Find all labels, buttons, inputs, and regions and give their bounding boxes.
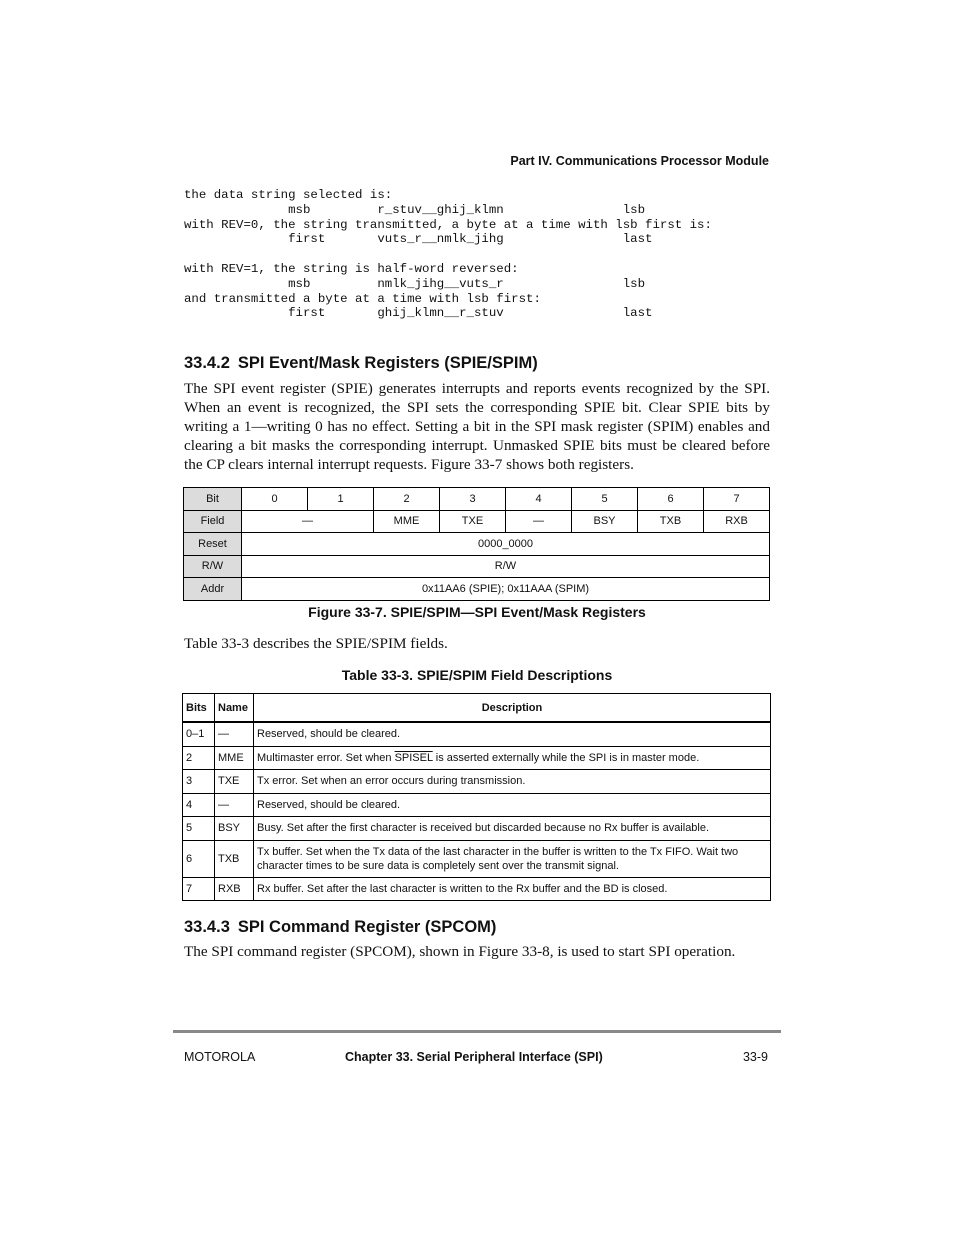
cell-name: TXB <box>215 840 254 877</box>
running-header: Part IV. Communications Processor Module <box>510 154 769 168</box>
bit-number: 2 <box>374 488 440 511</box>
table-intro: Table 33-3 describes the SPIE/SPIM fields. <box>184 635 448 652</box>
register-addr-row <box>184 578 770 601</box>
addr-value: 0x11AA6 (SPIE); 0x11AAA (SPIM) <box>242 578 770 601</box>
footer-divider <box>173 1030 781 1033</box>
section-title: SPI Event/Mask Registers (SPIE/SPIM) <box>237 354 538 372</box>
row-label-bit: Bit <box>184 488 242 511</box>
cell-name: — <box>215 793 254 817</box>
bit-number: 5 <box>572 488 638 511</box>
register-field-row <box>184 510 770 533</box>
cell-name: TXE <box>215 770 254 794</box>
row-label-addr: Addr <box>184 578 242 601</box>
section-title: SPI Command Register (SPCOM) <box>237 918 497 936</box>
footer-publisher: MOTOROLA <box>184 1050 256 1064</box>
cell-name: RXB <box>215 877 254 901</box>
section-heading-33-4-2 <box>184 354 538 373</box>
header-description: Description <box>254 694 771 723</box>
register-rw-row <box>184 555 770 578</box>
field-reserved: — <box>242 510 374 533</box>
cell-bits: 0–1 <box>183 722 215 746</box>
cell-description: Rx buffer. Set after the last character is written to the Rx buffer and the BD is closed. <box>254 877 771 901</box>
section-number: 33.4.2 <box>184 354 230 372</box>
desc-text: Multimaster error. Set when <box>257 751 395 764</box>
bit-number: 0 <box>242 488 308 511</box>
field-bsy: BSY <box>572 510 638 533</box>
cell-name: BSY <box>215 817 254 841</box>
table-row <box>183 770 771 794</box>
cell-bits: 4 <box>183 793 215 817</box>
register-diagram <box>183 487 770 601</box>
cell-description: Tx buffer. Set when the Tx data of the last character in the buffer is written to the Tx FIFO. Wait two character times to be sure data is completely sent over the transmit signal. <box>254 840 771 877</box>
table-caption: Table 33-3. SPIE/SPIM Field Descriptions <box>341 667 613 683</box>
section-body-paragraph: The SPI event register (SPIE) generates interrupts and reports events recognized by the SPI. When an event is recognized, the SPI sets the corresponding SPIE bit. Clear SPIE bits by writing a 1—writing 0 has no effect. Setting a bit in the SPI mask register (SPIM) enables and clearing a bit masks the corresponding interrupt. Unmasked SPIE bits must be cleared before the CP clears internal interrupt requests. Figure 33-7 shows both registers. <box>184 380 770 473</box>
table-row <box>183 793 771 817</box>
field-reserved: — <box>506 510 572 533</box>
table-row <box>183 817 771 841</box>
bit-number: 1 <box>308 488 374 511</box>
cell-bits: 3 <box>183 770 215 794</box>
bit-number: 4 <box>506 488 572 511</box>
cell-description: Busy. Set after the first character is received but discarded because no Rx buffer is available. <box>254 817 771 841</box>
section-heading-33-4-3 <box>184 918 496 937</box>
row-label-field: Field <box>184 510 242 533</box>
field-mme: MME <box>374 510 440 533</box>
table-row <box>183 877 771 901</box>
cell-bits: 7 <box>183 877 215 901</box>
rw-value: R/W <box>242 555 770 578</box>
cell-name: MME <box>215 746 254 770</box>
field-rxb: RXB <box>704 510 770 533</box>
bit-number: 7 <box>704 488 770 511</box>
table-header-row <box>183 694 771 723</box>
bit-number: 3 <box>440 488 506 511</box>
field-txb: TXB <box>638 510 704 533</box>
cell-description: Reserved, should be cleared. <box>254 793 771 817</box>
cell-description: Reserved, should be cleared. <box>254 722 771 746</box>
footer-page-number: 33-9 <box>742 1050 768 1064</box>
row-label-rw: R/W <box>184 555 242 578</box>
section-body-paragraph: The SPI command register (SPCOM), shown in Figure 33-8, is used to start SPI operation. <box>184 943 736 960</box>
cell-bits: 5 <box>183 817 215 841</box>
table-row <box>183 722 771 746</box>
reset-value: 0000_0000 <box>242 533 770 556</box>
table-row <box>183 840 771 877</box>
field-description-table <box>182 693 771 901</box>
desc-text: is asserted externally while the SPI is in master mode. <box>432 751 700 764</box>
cell-bits: 6 <box>183 840 215 877</box>
footer-chapter-title: Chapter 33. Serial Peripheral Interface (SPI) <box>345 1050 603 1064</box>
section-number: 33.4.3 <box>184 918 230 936</box>
bit-number: 6 <box>638 488 704 511</box>
cell-description <box>254 746 771 770</box>
cell-bits: 2 <box>183 746 215 770</box>
register-bit-row <box>184 488 770 511</box>
register-reset-row <box>184 533 770 556</box>
figure-caption: Figure 33-7. SPIE/SPIM—SPI Event/Mask Registers <box>308 604 646 620</box>
table-row <box>183 746 771 770</box>
code-example: the data string selected is: msb r_stuv__ghij_klmn lsb with REV=0, the string transmitted, a byte at a time with lsb first is: first vuts_r__nmlk_jihg last with REV=1, the string is half-word reversed: msb nmlk_jihg__vuts_r lsb and transmitted a byte at a time with lsb first: first ghij_klmn__r_stuv last <box>184 188 712 321</box>
cell-name: — <box>215 722 254 746</box>
spisel-signal: SPISEL <box>394 751 433 764</box>
header-bits: Bits <box>183 694 215 723</box>
header-name: Name <box>215 694 254 723</box>
row-label-reset: Reset <box>184 533 242 556</box>
cell-description: Tx error. Set when an error occurs during transmission. <box>254 770 771 794</box>
field-txe: TXE <box>440 510 506 533</box>
